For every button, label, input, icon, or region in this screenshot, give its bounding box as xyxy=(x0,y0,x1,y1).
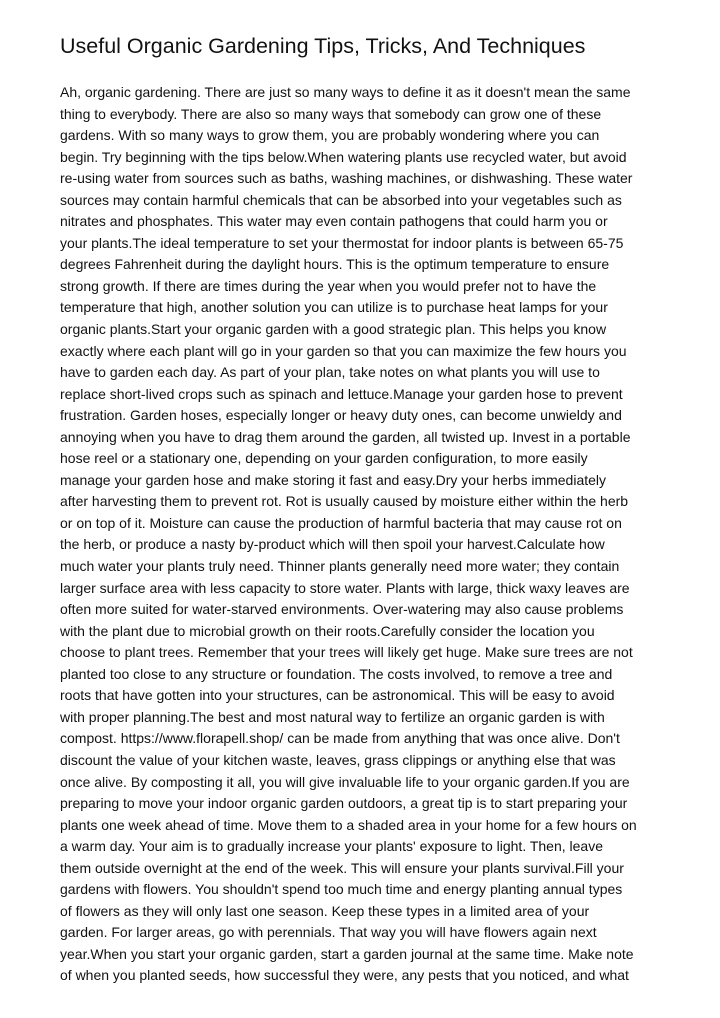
text-line: begin. Try beginning with the tips below.When watering plants use recycled water, but avoid xyxy=(60,148,627,165)
text-line: your plants.The ideal temperature to set your thermostat for indoor plants is between 65-75 xyxy=(60,234,624,251)
document-title: Useful Organic Gardening Tips, Tricks, And Techniques xyxy=(60,34,586,58)
text-line: the herb, or produce a nasty by-product which will then spoil your harvest.Calculate how xyxy=(60,536,605,553)
text-line: sources may contain harmful chemicals that can be absorbed into your vegetables such as xyxy=(60,191,622,208)
document-body xyxy=(60,60,660,987)
text-line: annoying when you have to drag them around the garden, all twisted up. Invest in a portable xyxy=(60,428,631,445)
text-line: re-using water from sources such as baths, washing machines, or dishwashing. These water xyxy=(60,170,633,187)
text-line: have to garden each day. As part of your plan, take notes on what plants you will use to xyxy=(60,364,600,381)
text-line: thing to everybody. There are also so many ways that somebody can grow one of these xyxy=(60,105,602,122)
text-line: year.When you start your organic garden, start a garden journal at the same time. Make note xyxy=(60,945,634,962)
text-line: degrees Fahrenheit during the daylight hours. This is the optimum temperature to ensure xyxy=(60,256,610,273)
text-line: planted too close to any structure or foundation. The costs involved, to remove a tree and xyxy=(60,665,613,682)
text-line: with the plant due to microbial growth on their roots.Carefully consider the location you xyxy=(60,622,595,639)
text-line: garden. For larger areas, go with perennials. That way you will have flowers again next xyxy=(60,924,597,941)
text-line: much water your plants truly need. Thinner plants generally need more water; they contain xyxy=(60,558,620,575)
text-line: them outside overnight at the end of the week. This will ensure your plants survival.Fill your xyxy=(60,859,624,876)
text-line: or on top of it. Moisture can cause the production of harmful bacteria that may cause rot on xyxy=(60,514,622,531)
text-line: roots that have gotten into your structures, can be astronomical. This will be easy to avoid xyxy=(60,687,615,704)
document-page xyxy=(60,0,660,987)
text-line: compost. https://www.florapell.shop/ can be made from anything that was once alive. Don't xyxy=(60,730,620,747)
text-line: gardens. With so many ways to grow them, you are probably wondering where you can xyxy=(60,127,600,144)
text-line: after harvesting them to prevent rot. Rot is usually caused by moisture either within the herb xyxy=(60,493,629,510)
text-line: nitrates and phosphates. This water may even contain pathogens that could harm you or xyxy=(60,213,608,230)
text-line: gardens with flowers. You shouldn't spend too much time and energy planting annual types xyxy=(60,881,623,898)
text-line: plants one week ahead of time. Move them to a shaded area in your home for a few hours on xyxy=(60,816,637,833)
text-line: frustration. Garden hoses, especially longer or heavy duty ones, can become unwieldy and xyxy=(60,407,622,424)
text-line: manage your garden hose and make storing it fast and easy.Dry your herbs immediately xyxy=(60,471,607,488)
text-line: of flowers as they will only last one season. Keep these types in a limited area of your xyxy=(60,902,590,919)
text-line: exactly where each plant will go in your garden so that you can maximize the few hours you xyxy=(60,342,627,359)
text-line: replace short-lived crops such as spinach and lettuce.Manage your garden hose to prevent xyxy=(60,385,623,402)
text-line: Ah, organic gardening. There are just so many ways to define it as it doesn't mean the same xyxy=(60,84,631,100)
text-line: hose reel or a stationary one, depending on your garden configuration, to more easily xyxy=(60,450,588,467)
text-line: strong growth. If there are times during the year when you would prefer not to have the xyxy=(60,277,597,294)
text-line: with proper planning.The best and most natural way to fertilize an organic garden is with xyxy=(60,708,605,725)
text-line: choose to plant trees. Remember that your trees will likely get huge. Make sure trees are not xyxy=(60,644,633,661)
text-line: of when you planted seeds, how successful they were, any pests that you noticed, and what xyxy=(60,967,629,984)
text-line: preparing to move your indoor organic garden outdoors, a great tip is to start preparing your xyxy=(60,795,628,812)
text-line: organic plants.Start your organic garden with a good strategic plan. This helps you know xyxy=(60,321,607,338)
text-line: discount the value of your kitchen waste, leaves, grass clippings or anything else that was xyxy=(60,751,616,768)
text-line: larger surface area with less capacity to store water. Plants with large, thick waxy leaves are xyxy=(60,579,630,596)
text-line: a warm day. Your aim is to gradually increase your plants' exposure to light. Then, leave xyxy=(60,838,604,855)
text-line: once alive. By composting it all, you will give invaluable life to your organic garden.If you are xyxy=(60,773,630,790)
text-line: often more suited for water-starved environments. Over-watering may also cause problems xyxy=(60,601,624,618)
text-line: temperature that high, another solution you can utilize is to purchase heat lamps for your xyxy=(60,299,608,316)
